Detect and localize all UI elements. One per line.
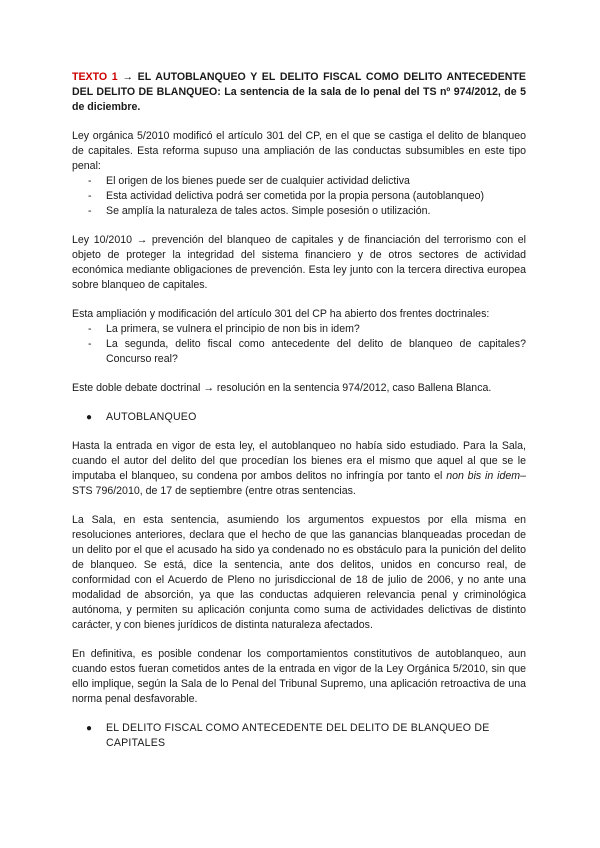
latin-term: non bis in idem [446, 470, 521, 482]
frentes-list [72, 322, 526, 367]
bullet-icon: ● [86, 723, 93, 734]
autoblanqueo-paragraph-2: La Sala, en esta sentencia, asumiendo los argumentos expuestos por ella misma en resoluciones anteriores, declara que el hecho de que las ganancias blanqueadas procedan de un delito por el que el acusado ha sido ya condenado no es obstáculo para la punición del delito de blanqueo. Se está, dice la sentencia, ante dos delitos, unidos en concurso real, de conformidad con el Acuerdo de Pleno no jurisdiccional de 18 de julio de 2006, y no ante una modalidad de absorción, ya que las conductas adquieren relevancia penal y criminológica autónoma, y permiten su aplicación conjunta como suma de actividades delictivas de distinto carácter, y con bienes jurídicos de distinta naturaleza afectados. [72, 514, 526, 631]
list-item: - Esta actividad delictiva podrá ser cometida por la propia persona (autoblanqueo) [88, 190, 485, 202]
section-heading-delito-fiscal: ● EL DELITO FISCAL COMO ANTECEDENTE DEL DELITO DE BLANQUEO DE CAPITALES [86, 722, 490, 749]
intro-paragraph: Ley orgánica 5/2010 modificó el artículo 301 del CP, en el que se castiga el delito de blanqueo de capitales. Esta reforma supuso una ampliación de las conductas subsumibles en este tipo penal: [72, 130, 526, 172]
dash-marker: - [88, 205, 92, 217]
title-arrow: → [122, 71, 133, 83]
list-item: - La primera, se vulnera el principio de non bis in idem? [88, 323, 360, 335]
dash-marker: - [88, 338, 92, 350]
reform-list [72, 174, 526, 219]
document-page [72, 70, 526, 751]
dash-marker: - [88, 323, 92, 335]
list-item: - La segunda, delito fiscal como antecedente del delito de blanqueo de capitales? Concurso real? [88, 338, 526, 365]
autoblanqueo-paragraph-3: En definitiva, es posible condenar los comportamientos constitutivos de autoblanqueo, aun cuando estos fueran cometidos antes de la entrada en vigor de la Ley Orgánica 5/2010, sin que ello implique, según la Sala de lo Penal del Tribunal Supremo, una aplicación retroactiva de una norma penal desfavorable. [72, 648, 526, 705]
section-heading-autoblanqueo: ● AUTOBLANQUEO [86, 411, 197, 423]
dash-marker: - [88, 190, 92, 202]
frentes-paragraph: Esta ampliación y modificación del artículo 301 del CP ha abierto dos frentes doctrinales: [72, 308, 490, 320]
dash-marker: - [88, 175, 92, 187]
bullet-icon: ● [86, 412, 93, 423]
list-item: - Se amplía la naturaleza de tales actos. Simple posesión o utilización. [88, 205, 431, 217]
title-text: EL AUTOBLANQUEO Y EL DELITO FISCAL COMO DELITO ANTECEDENTE DEL DELITO DE BLANQUEO: La sentencia de la sala de lo penal del TS nº 974/2012, de 5 de diciembre. [72, 71, 526, 113]
title-label: TEXTO 1 [72, 71, 118, 83]
document-title [72, 70, 526, 115]
autoblanqueo-paragraph-1: Hasta la entrada en vigor de esta ley, el autoblanqueo no había sido estudiado. Para la Sala, cuando el autor del delito del que procedían los bienes era el mismo que aquel al que se le imputaba el blanqueo, su condena por ambos delitos no infringía por tanto el non bis in idem–STS 796/2010, de 17 de septiembre (entre otras sentencias. [72, 440, 526, 497]
list-item: - El origen de los bienes puede ser de cualquier actividad delictiva [88, 175, 410, 187]
debate-paragraph: Este doble debate doctrinal → resolución en la sentencia 974/2012, caso Ballena Blanca. [72, 382, 492, 394]
ley10-paragraph: Ley 10/2010 → prevención del blanqueo de capitales y de financiación del terrorismo con el objeto de proteger la integridad del sistema financiero y de otros sectores de actividad económica mediante obligaciones de prevención. Esta ley junto con la tercera directiva europea sobre blanqueo de capitales. [72, 234, 526, 291]
